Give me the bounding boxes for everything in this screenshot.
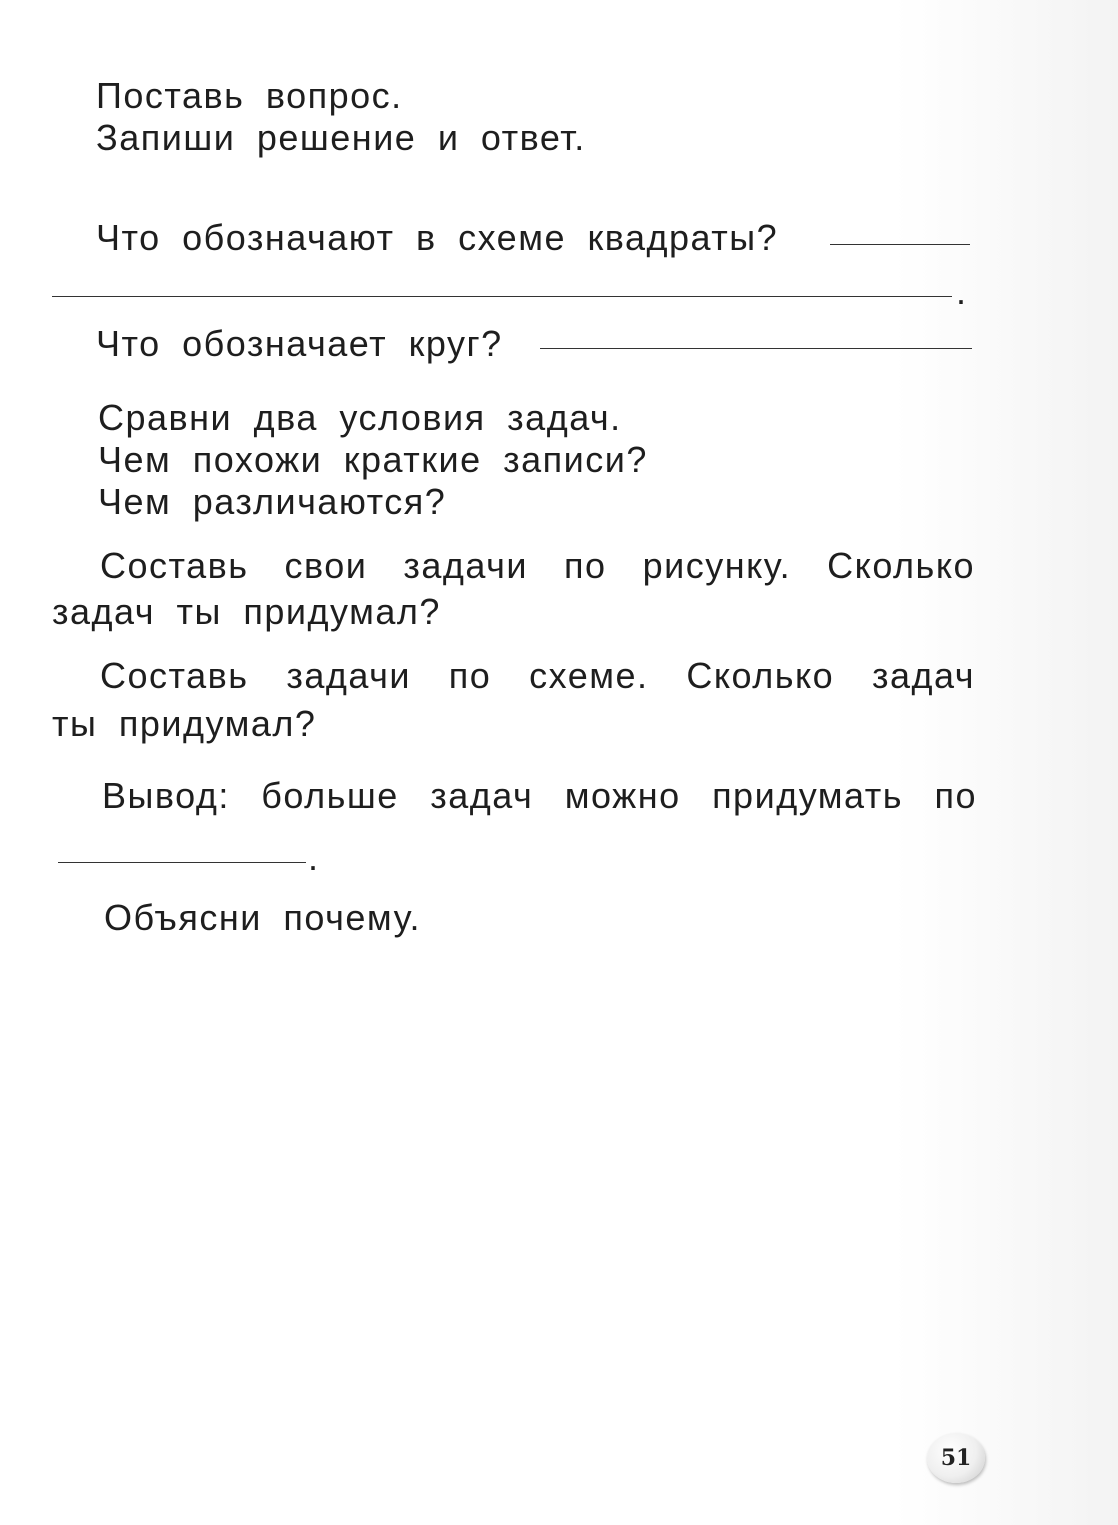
task-picture-line-2: задач ты придумал? [52,591,441,632]
question-squares: Что обозначают в схеме квадраты? [96,217,779,258]
page-number-badge: 51 [927,1433,985,1483]
answer-line-conclusion[interactable] [58,862,306,863]
answer-line-circle[interactable] [540,348,972,349]
question-difference: Чем различаются? [98,481,447,522]
instruction-pose-question: Поставь вопрос. [96,75,403,116]
instruction-write-solution: Запиши решение и ответ. [96,117,586,158]
question-similarity: Чем похожи краткие записи? [98,439,648,480]
answer-line-squares-1[interactable] [830,244,970,245]
task-picture-line-1: Составь свои задачи по рисунку. Сколько [100,545,975,586]
answer-line-squares-period: . [956,271,967,312]
answer-line-conclusion-period: . [308,837,319,878]
task-scheme-line-1: Составь задачи по схеме. Сколько задач [100,655,975,696]
answer-line-squares-2[interactable] [52,296,952,297]
task-scheme-line-2: ты придумал? [52,703,317,744]
conclusion: Вывод: больше задач можно придумать по [102,775,977,816]
compare-conditions: Сравни два условия задач. [98,397,622,438]
question-circle: Что обозначает круг? [96,323,503,364]
explain-why: Объясни почему. [104,897,421,938]
